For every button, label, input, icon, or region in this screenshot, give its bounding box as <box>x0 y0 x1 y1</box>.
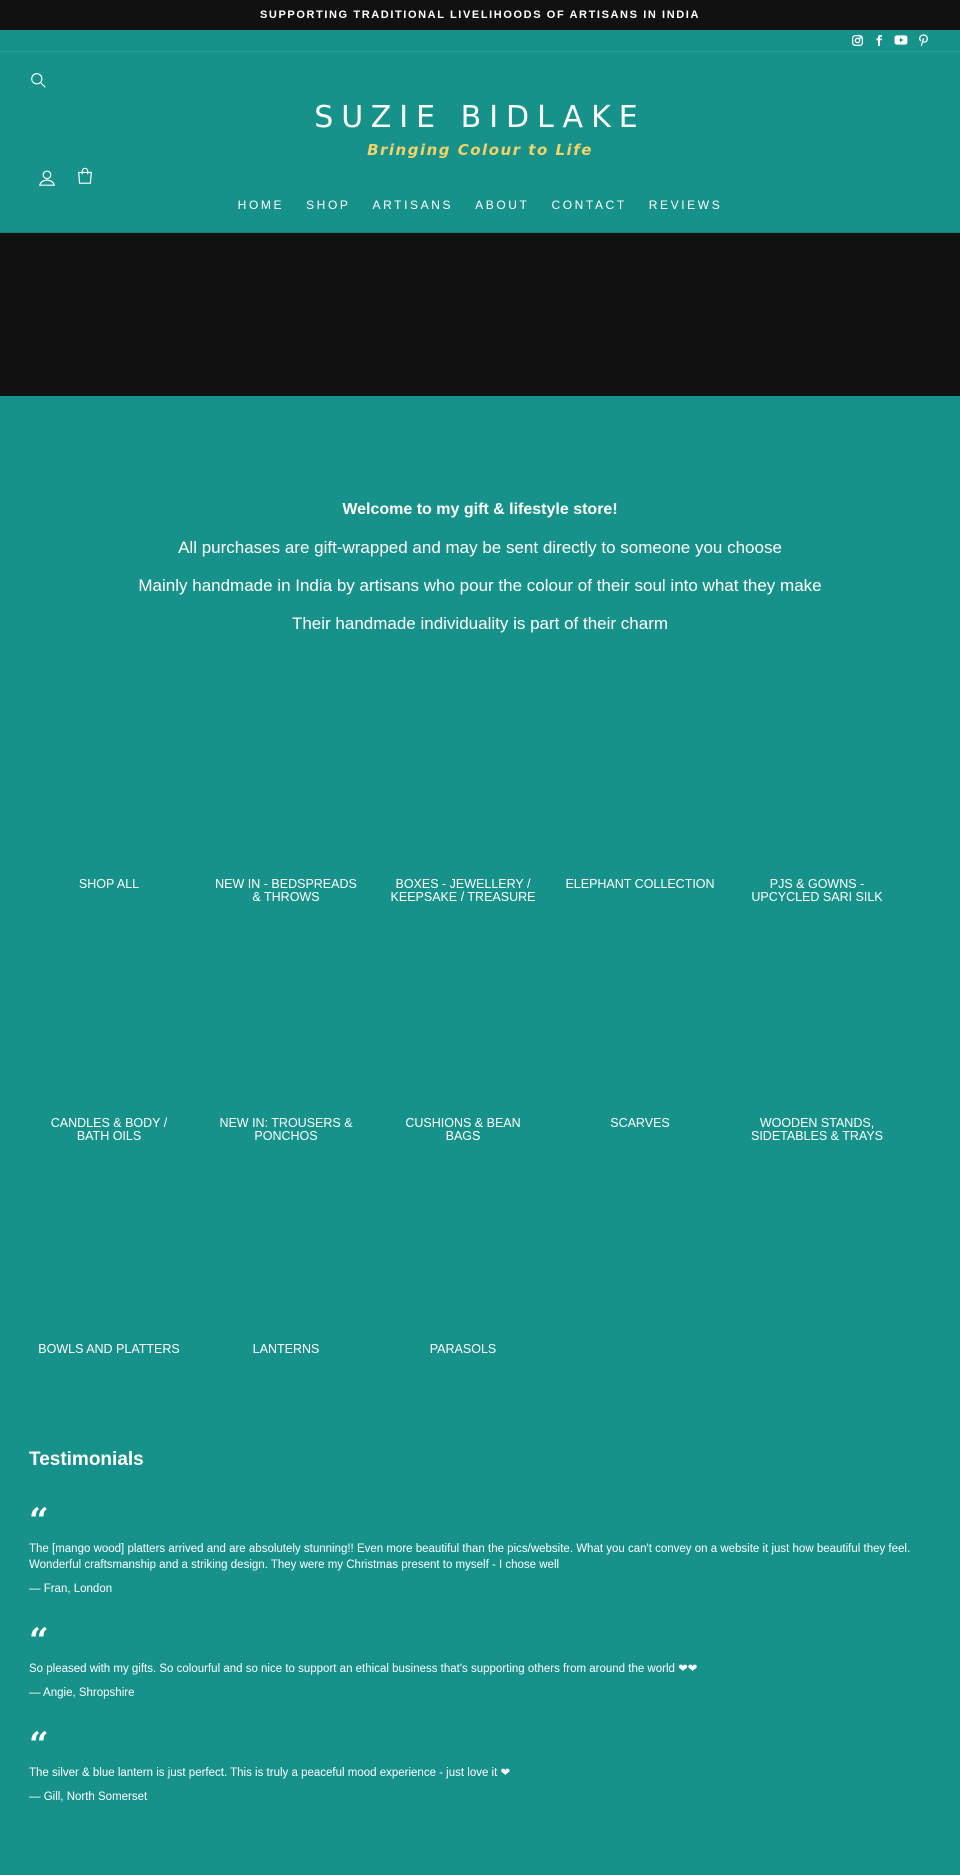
testimonial-author: — Gill, North Somerset <box>29 1791 148 1803</box>
testimonials-title: Testimonials <box>29 1449 144 1470</box>
welcome-line: Mainly handmade in India by artisans who pour the colour of their soul into what they make <box>138 576 822 595</box>
nav-about[interactable]: ABOUT <box>475 198 530 212</box>
quote-icon: “ <box>29 1501 49 1541</box>
search-icon[interactable] <box>30 72 50 92</box>
collection-shop-all[interactable]: SHOP ALL <box>78 877 140 891</box>
collection-parasols[interactable]: PARASOLS <box>429 1342 497 1356</box>
collection-elephant[interactable]: ELEPHANT COLLECTION <box>565 877 715 891</box>
testimonial <box>29 1725 929 1803</box>
testimonial-text: The silver & blue lantern is just perfect. This is truly a peaceful mood experience - just love it ❤ <box>29 1767 511 1779</box>
cart-icon[interactable] <box>76 167 96 187</box>
collection-pjs-gowns[interactable]: PJS & GOWNS - UPCYCLED SARI SILK <box>751 877 883 904</box>
testimonial-author: — Angie, Shropshire <box>29 1687 135 1699</box>
welcome-section <box>0 500 960 652</box>
collection-boxes[interactable]: BOXES - JEWELLERY / KEEPSAKE / TREASURE <box>390 877 536 904</box>
testimonial <box>29 1501 929 1595</box>
collection-bowls-platters[interactable]: BOWLS AND PLATTERS <box>38 1342 180 1356</box>
testimonial-text: The [mango wood] platters arrived and are absolutely stunning!! Even more beautiful than the pics/website. What you can't convey on a website it just how beautiful they feel. Wonderful craftsmanship and a striking design. They were my Christmas present to myself - I chose well <box>29 1543 911 1571</box>
welcome-headline: Welcome to my gift & lifestyle store! <box>342 501 618 518</box>
nav-shop[interactable]: SHOP <box>306 198 351 212</box>
social-icons <box>850 33 930 47</box>
collection-scarves[interactable]: SCARVES <box>610 1116 670 1130</box>
collection-candles[interactable]: CANDLES & BODY / BATH OILS <box>50 1116 168 1143</box>
youtube-icon[interactable] <box>894 33 908 47</box>
nav-artisans[interactable]: ARTISANS <box>372 198 454 212</box>
instagram-icon[interactable] <box>850 33 864 47</box>
collection-wooden-stands[interactable]: WOODEN STANDS, SIDETABLES & TRAYS <box>751 1116 883 1143</box>
nav-contact[interactable]: CONTACT <box>551 198 627 212</box>
quote-icon: “ <box>29 1725 49 1765</box>
logo[interactable] <box>0 100 960 159</box>
main-nav <box>0 198 960 212</box>
social-bar <box>0 30 960 52</box>
nav-home[interactable]: HOME <box>237 198 285 212</box>
announcement-text: SUPPORTING TRADITIONAL LIVELIHOODS OF ARTISANS IN INDIA <box>259 9 700 21</box>
logo-tagline: Bringing Colour to Life <box>367 141 593 159</box>
logo-name: SUZIE BIDLAKE <box>314 100 646 135</box>
account-icon[interactable] <box>38 169 58 189</box>
site-header <box>0 52 960 232</box>
nav-reviews[interactable]: REVIEWS <box>648 198 723 212</box>
pinterest-icon[interactable] <box>916 33 930 47</box>
collection-lanterns[interactable]: LANTERNS <box>252 1342 320 1356</box>
facebook-icon[interactable] <box>872 33 886 47</box>
welcome-line: Their handmade individuality is part of their charm <box>291 614 669 633</box>
testimonial <box>29 1621 929 1699</box>
hero-banner <box>0 233 960 396</box>
testimonial-text: So pleased with my gifts. So colourful and so nice to support an ethical business that's supporting others from around the world ❤❤ <box>29 1663 698 1675</box>
testimonial-author: — Fran, London <box>29 1583 113 1595</box>
testimonials-section <box>29 1449 929 1803</box>
collection-trousers-ponchos[interactable]: NEW IN: TROUSERS & PONCHOS <box>219 1116 353 1143</box>
quote-icon: “ <box>29 1621 49 1661</box>
collection-cushions[interactable]: CUSHIONS & BEAN BAGS <box>405 1116 521 1143</box>
collection-bedspreads-throws[interactable]: NEW IN - BEDSPREADS & THROWS <box>215 877 357 904</box>
welcome-line: All purchases are gift-wrapped and may be sent directly to someone you choose <box>178 538 782 557</box>
